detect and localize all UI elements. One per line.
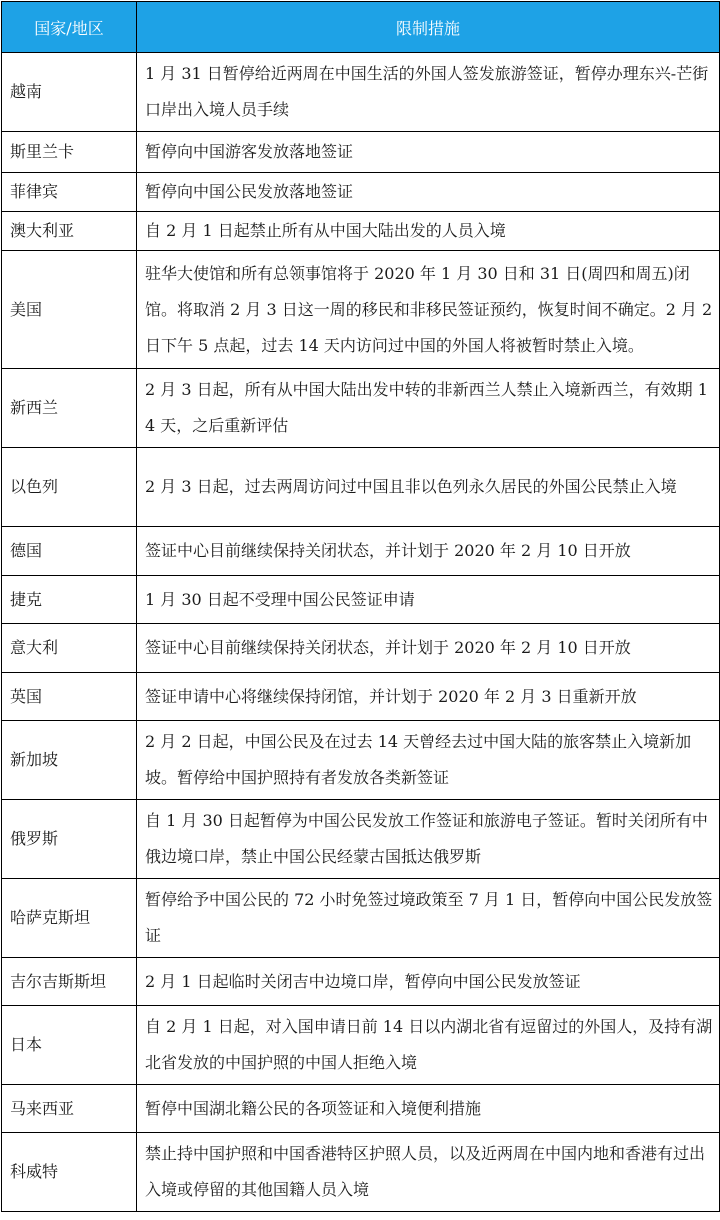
measure-cell: 签证中心目前继续保持关闭状态，并计划于 2020 年 2 月 10 日开放 xyxy=(137,527,720,576)
country-cell: 菲律宾 xyxy=(2,173,137,212)
measure-cell: 2 月 1 日起临时关闭吉中边境口岸，暂停向中国公民发放签证 xyxy=(137,958,720,1006)
country-cell: 新西兰 xyxy=(2,369,137,448)
header-country: 国家/地区 xyxy=(2,2,137,53)
measure-cell: 暂停向中国游客发放落地签证 xyxy=(137,132,720,173)
country-cell: 吉尔吉斯斯坦 xyxy=(2,958,137,1006)
table-row xyxy=(2,624,720,673)
country-cell: 英国 xyxy=(2,673,137,721)
table-header-row xyxy=(2,2,720,53)
country-cell: 意大利 xyxy=(2,624,137,673)
measure-cell: 自 1 月 30 日起暂停为中国公民发放工作签证和旅游电子签证。暂时关闭所有中俄边境口岸，禁止中国公民经蒙古国抵达俄罗斯 xyxy=(137,800,720,879)
country-cell: 俄罗斯 xyxy=(2,800,137,879)
measure-cell: 暂停向中国公民发放落地签证 xyxy=(137,173,720,212)
table-row xyxy=(2,958,720,1006)
table-row xyxy=(2,576,720,624)
measure-cell: 1 月 31 日暂停给近两周在中国生活的外国人签发旅游签证，暂停办理东兴-芒街口岸出入境人员手续 xyxy=(137,53,720,132)
table-row xyxy=(2,173,720,212)
table-row xyxy=(2,673,720,721)
measure-cell: 2 月 3 日起，过去两周访问过中国且非以色列永久居民的外国公民禁止入境 xyxy=(137,448,720,527)
country-cell: 捷克 xyxy=(2,576,137,624)
measure-cell: 2 月 3 日起，所有从中国大陆出发中转的非新西兰人禁止入境新西兰，有效期 14 天，之后重新评估 xyxy=(137,369,720,448)
measure-cell: 暂停给予中国公民的 72 小时免签过境政策至 7 月 1 日，暂停向中国公民发放签证 xyxy=(137,879,720,958)
measure-cell: 1 月 30 日起不受理中国公民签证申请 xyxy=(137,576,720,624)
measure-cell: 2 月 2 日起，中国公民及在过去 14 天曾经去过中国大陆的旅客禁止入境新加坡。暂停给中国护照持有者发放各类新签证 xyxy=(137,721,720,800)
restriction-table xyxy=(1,1,720,1212)
measure-cell: 自 2 月 1 日起禁止所有从中国大陆出发的人员入境 xyxy=(137,212,720,251)
table-row xyxy=(2,251,720,369)
country-cell: 日本 xyxy=(2,1006,137,1085)
table-row xyxy=(2,1085,720,1133)
table-row xyxy=(2,527,720,576)
table-row xyxy=(2,212,720,251)
header-measures: 限制措施 xyxy=(137,2,720,53)
table-row xyxy=(2,721,720,800)
table-row xyxy=(2,879,720,958)
country-cell: 新加坡 xyxy=(2,721,137,800)
country-cell: 科威特 xyxy=(2,1133,137,1212)
country-cell: 马来西亚 xyxy=(2,1085,137,1133)
table-row xyxy=(2,800,720,879)
country-cell: 澳大利亚 xyxy=(2,212,137,251)
country-cell: 以色列 xyxy=(2,448,137,527)
measure-cell: 自 2 月 1 日起，对入国申请日前 14 日以内湖北省有逗留过的外国人，及持有湖北省发放的中国护照的中国人拒绝入境 xyxy=(137,1006,720,1085)
measure-cell: 暂停中国湖北籍公民的各项签证和入境便利措施 xyxy=(137,1085,720,1133)
table-row xyxy=(2,53,720,132)
country-cell: 美国 xyxy=(2,251,137,369)
measure-cell: 驻华大使馆和所有总领事馆将于 2020 年 1 月 30 日和 31 日(周四和周五)闭馆。将取消 2 月 3 日这一周的移民和非移民签证预约，恢复时间不确定。2 月 2 日下午 5 点起，过去 14 天内访问过中国的外国人将被暂时禁止入境。 xyxy=(137,251,720,369)
measure-cell: 签证申请中心将继续保持闭馆，并计划于 2020 年 2 月 3 日重新开放 xyxy=(137,673,720,721)
table-row xyxy=(2,369,720,448)
table-body xyxy=(2,53,720,1212)
measure-cell: 签证中心目前继续保持关闭状态，并计划于 2020 年 2 月 10 日开放 xyxy=(137,624,720,673)
country-cell: 越南 xyxy=(2,53,137,132)
country-cell: 德国 xyxy=(2,527,137,576)
table-row xyxy=(2,1133,720,1212)
country-cell: 斯里兰卡 xyxy=(2,132,137,173)
table-row xyxy=(2,1006,720,1085)
country-cell: 哈萨克斯坦 xyxy=(2,879,137,958)
measure-cell: 禁止持中国护照和中国香港特区护照人员，以及近两周在中国内地和香港有过出入境或停留的其他国籍人员入境 xyxy=(137,1133,720,1212)
table-row xyxy=(2,448,720,527)
table-row xyxy=(2,132,720,173)
